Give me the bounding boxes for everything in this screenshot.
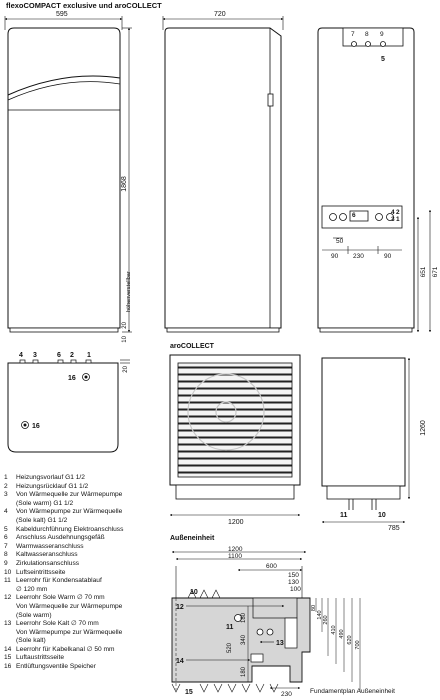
side-view (163, 11, 283, 332)
front-height-label: 1868 (121, 176, 128, 192)
legend-item (4, 594, 179, 620)
legend-text: Heizungsvorlauf G1 1/2 (16, 474, 85, 481)
back-label-3: 3 (391, 216, 395, 223)
back-dim-230: 230 (353, 253, 364, 260)
outdoor-side-label-10: 10 (378, 512, 386, 519)
legend-number: 1 (4, 474, 8, 481)
legend-item (4, 620, 179, 646)
front-view (5, 11, 132, 343)
back-height-651: 651 (420, 266, 427, 278)
foundation-label-10: 10 (190, 589, 198, 596)
legend-text: Von Wärmequelle zur Wärmepumpe (Sole warm) G1 1/2 (16, 491, 123, 507)
back-label-2: 2 (396, 209, 400, 216)
back-label-6: 6 (352, 212, 356, 219)
back-height-671: 671 (432, 266, 439, 278)
foundation-dim-620: 620 (347, 635, 353, 645)
legend-item (4, 474, 179, 483)
legend-item (4, 577, 179, 594)
foundation-dim-490: 490 (339, 629, 345, 639)
legend-number: 12 (4, 594, 12, 602)
legend (4, 474, 179, 672)
legend-text: Leerrohr für Kabelkanal ∅ 50 mm (16, 645, 115, 653)
foundation-dim-1200: 1200 (228, 546, 243, 553)
foundation-label-11: 11 (226, 624, 234, 631)
foundation-dim-180-bottom: 180 (241, 666, 247, 678)
legend-number: 4 (4, 508, 8, 516)
legend-item (4, 526, 179, 535)
legend-text: Leerrohr Sole Warm ∅ 70 mm Von Wärmequelle zur Wärmepumpe (Sole warm) (16, 594, 123, 619)
back-dim-90-left: 90 (331, 253, 339, 260)
legend-item (4, 508, 179, 525)
legend-item (4, 534, 179, 543)
back-label-9: 9 (380, 31, 384, 38)
legend-item (4, 543, 179, 552)
foundation-dim-130: 130 (288, 579, 299, 586)
legend-text: Entlüftungsventile Speicher (16, 663, 96, 671)
foundation-dim-340: 340 (241, 634, 247, 646)
foundation-dim-260: 260 (323, 615, 329, 625)
legend-text: Warmwasseranschluss (16, 542, 84, 550)
legend-item (4, 551, 179, 560)
top-label-4: 4 (19, 352, 23, 359)
legend-number: 2 (4, 482, 8, 490)
legend-text: Kaltwasseranschluss (16, 551, 78, 559)
outdoor-width-label: 1200 (228, 519, 244, 526)
legend-number: 11 (4, 577, 11, 585)
heading-top: flexoCOMPACT exclusive und aroCOLLECT (6, 1, 162, 10)
outdoor-unit-side (322, 358, 427, 532)
foundation-dim-230: 230 (281, 691, 292, 698)
back-label-4: 4 (391, 209, 395, 216)
legend-text: Anschluss Ausdehnungsgefäß (16, 534, 105, 542)
foundation-dim-520: 520 (227, 642, 233, 654)
foundation-label-14: 14 (176, 658, 184, 665)
top-label-16-left: 16 (32, 423, 40, 430)
front-bottom-label-10: 10 (122, 336, 128, 343)
legend-item (4, 569, 179, 578)
back-dim-50: 50 (336, 238, 344, 245)
legend-item (4, 654, 179, 663)
back-label-1: 1 (396, 216, 400, 223)
outdoor-side-label-11: 11 (340, 512, 348, 519)
side-depth-label: 720 (214, 11, 226, 18)
legend-text: Zirkulationsanschluss (16, 559, 80, 567)
foundation-plan (172, 546, 395, 698)
legend-text: Leerrohr Sole Kalt ∅ 70 mm Von Wärmepumpe zur Wärmequelle (Sole kalt) (16, 620, 123, 645)
top-label-6: 6 (57, 352, 61, 359)
legend-item (4, 483, 179, 492)
legend-number: 5 (4, 525, 8, 533)
legend-number: 13 (4, 620, 12, 628)
legend-number: 10 (4, 568, 12, 576)
legend-text: Leerrohr für Kondensatablauf ∅ 120 mm (16, 577, 102, 593)
foundation-dim-600: 600 (266, 563, 277, 570)
legend-number: 9 (4, 559, 8, 567)
legend-text: Luftseintrittsseite (16, 568, 66, 576)
front-bottom-label-20: 20 (122, 322, 128, 329)
heading-arocollect: aroCOLLECT (170, 343, 214, 350)
caption-outdoor-unit: Außeneinheit (170, 535, 215, 542)
foundation-dim-410: 410 (331, 625, 337, 635)
back-dim-90-right: 90 (384, 253, 392, 260)
top-label-16-right: 16 (68, 375, 76, 382)
caption-foundation: Fundamentplan Außeneinheit (310, 688, 395, 695)
legend-item (4, 663, 179, 672)
legend-number: 16 (4, 663, 12, 671)
outdoor-depth-label: 785 (388, 525, 400, 532)
top-dim-20: 20 (123, 366, 129, 373)
legend-number: 3 (4, 491, 8, 499)
top-label-2: 2 (70, 352, 74, 359)
top-label-1: 1 (87, 352, 91, 359)
foundation-dim-140: 140 (317, 610, 323, 620)
outdoor-height-label: 1260 (420, 420, 427, 436)
legend-item (4, 491, 179, 508)
back-label-5: 5 (381, 56, 385, 63)
legend-text: Heizungsrücklauf G1 1/2 (16, 482, 89, 490)
foundation-dim-100: 100 (290, 586, 301, 593)
legend-number: 15 (4, 654, 12, 662)
legend-text: Von Wärmepumpe zur Wärmequelle (Sole kalt) G1 1/2 (16, 508, 123, 524)
foundation-label-13: 13 (276, 640, 284, 647)
top-view (8, 352, 130, 452)
back-view (318, 28, 439, 332)
foundation-dim-150: 150 (288, 572, 299, 579)
back-label-7: 7 (351, 31, 355, 38)
foundation-dim-80: 80 (311, 604, 317, 612)
foundation-label-15: 15 (185, 689, 193, 696)
front-width-label: 595 (56, 11, 68, 18)
back-label-8: 8 (365, 31, 369, 38)
outdoor-unit-front (170, 355, 300, 542)
foundation-dim-180-top: 180 (241, 612, 247, 624)
top-label-3: 3 (33, 352, 37, 359)
legend-item (4, 646, 179, 655)
foundation-dim-1100: 1100 (228, 553, 242, 560)
foundation-dim-700: 700 (355, 640, 361, 650)
legend-number: 7 (4, 542, 8, 550)
legend-number: 6 (4, 534, 8, 542)
legend-number: 14 (4, 645, 12, 653)
legend-text: Luftaustrittsseite (16, 654, 65, 662)
legend-text: Kabeldurchführung Elektroanschluss (16, 525, 124, 533)
legend-number: 8 (4, 551, 8, 559)
legend-item (4, 560, 179, 569)
height-adjustable-note: höhenverstellbar (126, 271, 132, 312)
foundation-label-12: 12 (176, 604, 184, 611)
